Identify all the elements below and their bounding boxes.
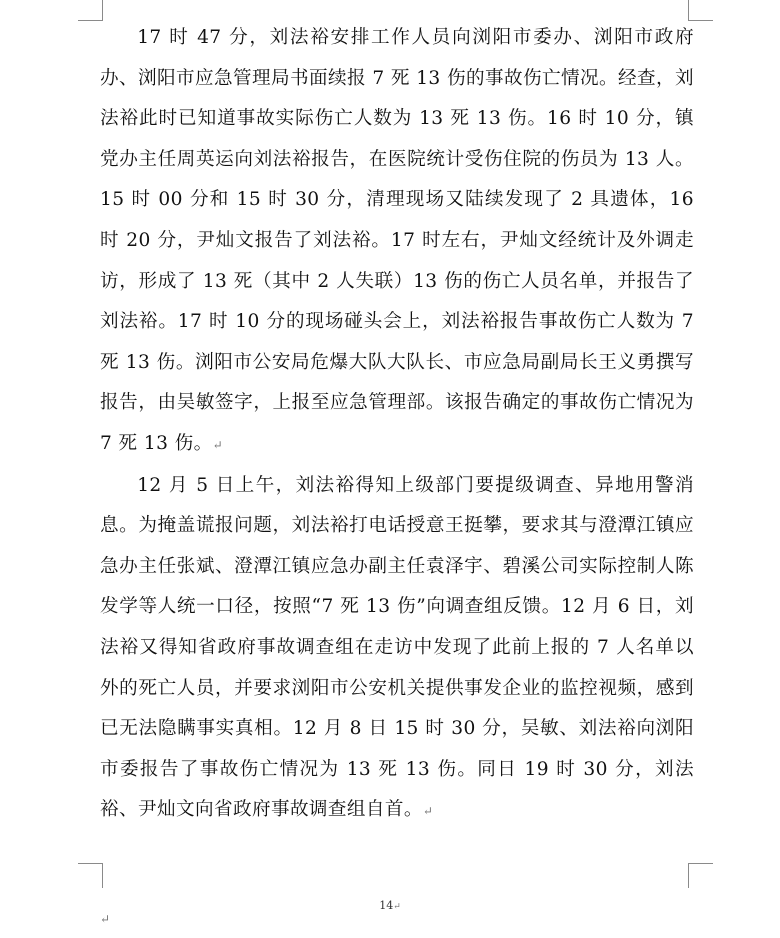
page-number-text: 14: [379, 899, 394, 912]
paragraph-1-text: 17 时 47 分，刘法裕安排工作人员向浏阳市委办、浏阳市政府办、浏阳市应急管理局书面续报 7 死 13 伤的事故伤亡情况。经查，刘法裕此时已知道事故实际伤亡人数为 13 死 13 伤。16 时 10 分，镇党办主任周英运向刘法裕报告，在医院统计受伤住院的伤员为 13 人。15 时 00 分和 15 时 30 分，清理现场又陆续发现了 2 具遗体，16 时 20 分，尹灿文报告了刘法裕。17 时左右，尹灿文经统计及外调走访，形成了 13 死（其中 2 人失联）13 伤的伤亡人员名单，并报告了刘法裕。17 时 10 分的现场碰头会上，刘法裕报告事故伤亡人数为 7 死 13 伤。浏阳市公安局危爆大队大队长、市应急局副局长王义勇撰写报告，由吴敏签字，上报至应急管理部。该报告确定的事故伤亡情况为 7 死 13 伤。: [100, 27, 694, 454]
margin-corner-bottom-left: [78, 863, 103, 888]
paragraph-mark-icon: ↵: [212, 437, 223, 452]
paragraph-2: [100, 466, 694, 832]
paragraph-2-text: 12 月 5 日上午，刘法裕得知上级部门要提级调查、异地用警消息。为掩盖谎报问题，刘法裕打电话授意王挺攀，要求其与澄潭江镇应急办主任张斌、澄潭江镇应急办副主任袁泽宇、碧溪公司实际控制人陈发学等人统一口径，按照“7 死 13 伤”向调查组反馈。12 月 6 日，刘法裕又得知省政府事故调查组在走访中发现了此前上报的 7 人名单以外的死亡人员，并要求浏阳市公安机关提供事发企业的监控视频，感到已无法隐瞒事实真相。12 月 8 日 15 时 30 分，吴敏、刘法裕向浏阳市委报告了事故伤亡情况为 13 死 13 伤。同日 19 时 30 分，刘法裕、尹灿文向省政府事故调查组自首。: [100, 474, 694, 821]
paragraph-1: [100, 18, 694, 466]
paragraph-mark-icon: ↵: [422, 804, 433, 819]
paragraph-mark-icon: ↵: [393, 902, 401, 912]
margin-corner-bottom-right: [688, 863, 713, 888]
paragraph-mark-icon: ↵: [100, 912, 111, 926]
page-number: [0, 899, 780, 912]
document-body[interactable]: [100, 18, 694, 832]
